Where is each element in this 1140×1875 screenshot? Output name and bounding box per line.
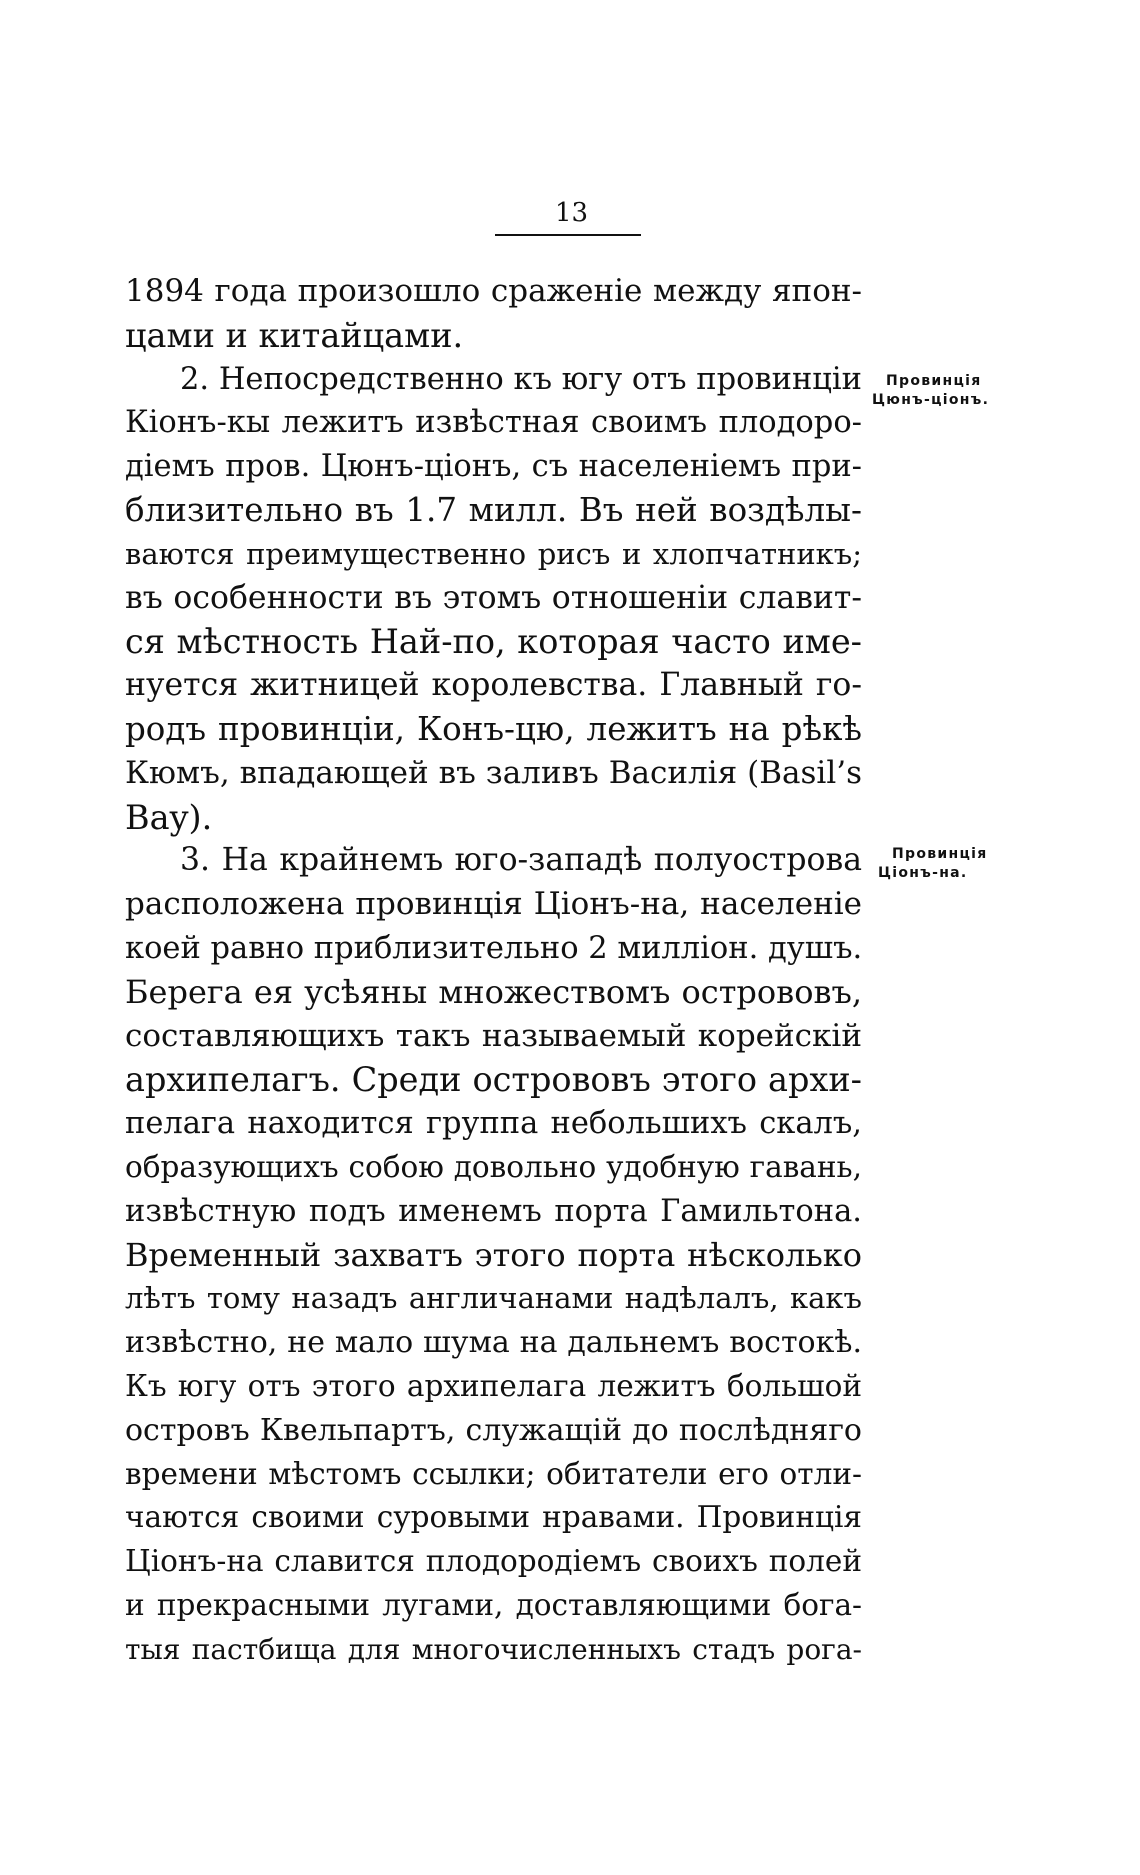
text-line: діемъ пров. Цюнъ-ціонъ, съ населеніемъ при- — [125, 449, 862, 485]
text-line: Берега ея усѣяны множествомъ острововъ, — [125, 972, 862, 1011]
text-line: извѣстную подъ именемъ порта Гамильтона. — [125, 1193, 862, 1229]
margin-note-line: Ціонъ-на. — [878, 865, 968, 881]
text-line: времени мѣстомъ ссылки; обитатели его отли- — [125, 1456, 862, 1491]
text-line: лѣтъ тому назадъ англичанами надѣлалъ, какъ — [125, 1281, 862, 1316]
text-line: Bay). — [125, 797, 213, 837]
text-line: составляющихъ такъ называемый корейскій — [125, 1017, 862, 1054]
page-number: 13 — [555, 198, 589, 228]
text-line: Кіонъ-кы лежитъ извѣстная своимъ плодоро- — [125, 405, 862, 441]
text-line: 2. Непосредственно къ югу отъ провинціи — [180, 361, 862, 397]
text-line: Къ югу отъ этого архипелага лежитъ большой — [125, 1368, 862, 1403]
text-line: 3. На крайнемъ юго-западѣ полуострова — [180, 842, 862, 879]
margin-note-line: Цюнъ-ціонъ. — [872, 392, 990, 408]
margin-note-cion-na — [878, 845, 988, 883]
text-line: образующихъ собою довольно удобную гавань, — [125, 1149, 862, 1184]
text-line: расположена провинція Ціонъ-на, населеніе — [125, 886, 862, 923]
text-line: архипелагъ. Среди острововъ этого архи- — [125, 1060, 862, 1100]
text-line: коей равно приблизительно 2 милліон. душъ. — [125, 930, 862, 966]
text-line: и прекрасными лугами, доставляющими бога- — [125, 1587, 862, 1622]
text-line: близительно въ 1.7 милл. Въ ней воздѣлы- — [125, 490, 862, 529]
margin-note-line: Провинція — [892, 846, 988, 862]
text-line: пелага находится группа небольшихъ скалъ, — [125, 1106, 862, 1142]
text-line: цами и китайцами. — [125, 315, 464, 355]
text-line: ваются преимущественно рисъ и хлопчатникъ; — [125, 536, 862, 571]
text-line: родъ провинціи, Конъ-цю, лежитъ на рѣкѣ — [125, 709, 862, 748]
text-line: ся мѣстность Най-по, которая часто име- — [125, 622, 862, 662]
text-line: Ціонъ-на славится плодородіемъ своихъ полей — [125, 1544, 862, 1579]
text-line: Кюмъ, впадающей въ заливъ Василія (Basil’s — [125, 754, 862, 791]
margin-note-line: Провинція — [886, 373, 982, 389]
text-line: тыя пастбища для многочисленныхъ стадъ рога- — [125, 1632, 862, 1666]
text-line: Временный захватъ этого порта нѣсколько — [125, 1235, 862, 1274]
text-line: чаются своими суровыми нравами. Провинція — [125, 1500, 862, 1535]
text-line: въ особенности въ этомъ отношеніи славит- — [125, 579, 862, 616]
page-number-rule — [495, 234, 641, 236]
text-line: островъ Квельпартъ, служащій до послѣдняго — [125, 1412, 862, 1448]
text-line: 1894 года произошло сраженіе между япон- — [125, 273, 862, 309]
text-line: нуется житницей королевства. Главный го- — [125, 667, 862, 704]
text-line: извѣстно, не мало шума на дальнемъ востокѣ. — [125, 1325, 862, 1361]
margin-note-cjon-cion — [872, 372, 989, 410]
body-text — [125, 270, 862, 1672]
